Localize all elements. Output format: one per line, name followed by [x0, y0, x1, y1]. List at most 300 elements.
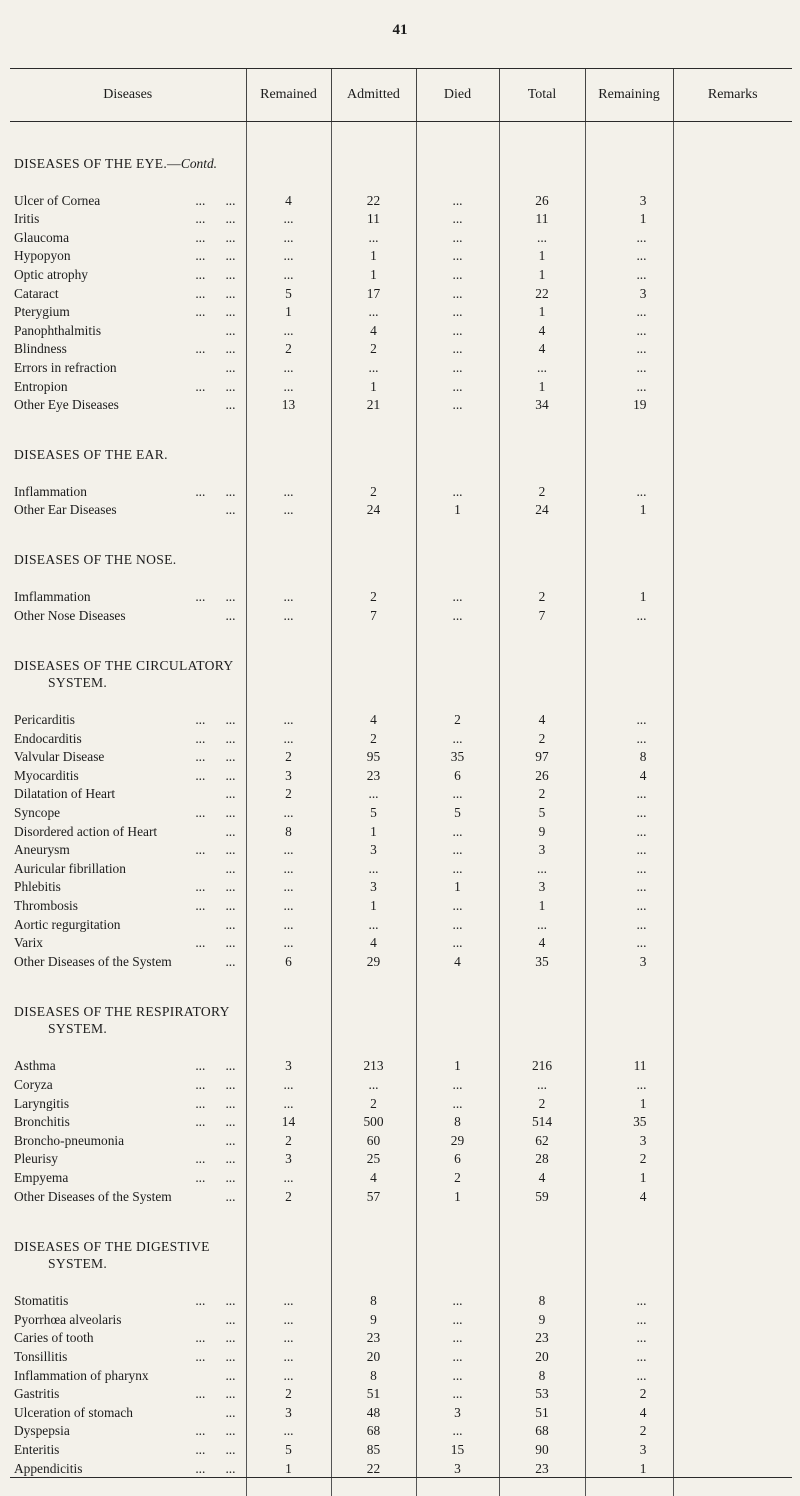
cell-died: ...	[416, 933, 499, 952]
cell-remained: ...	[246, 802, 331, 821]
cell-remained: ...	[246, 858, 331, 877]
cell-remaining: 3	[585, 1439, 673, 1458]
disease-name	[10, 914, 246, 933]
cell-remaining: 3	[585, 1130, 673, 1149]
spacer-cell	[331, 172, 416, 190]
spacer-cell	[585, 692, 673, 710]
spacer-cell	[673, 463, 792, 481]
spacer-row	[10, 1205, 792, 1223]
cell-remarks	[673, 951, 792, 970]
disease-name	[10, 784, 246, 803]
dot-leader: ... ...	[195, 192, 236, 208]
table-row	[10, 802, 792, 821]
spacer-cell	[246, 518, 331, 536]
cell-total: 2	[499, 1093, 585, 1112]
disease-name	[10, 357, 246, 376]
dot-leader: ...	[225, 607, 236, 623]
spacer-cell	[246, 1038, 331, 1056]
cell-died: 1	[416, 1056, 499, 1075]
cell-admitted: 25	[331, 1149, 416, 1168]
cell-remained: ...	[246, 227, 331, 246]
cell-remaining: 1	[585, 500, 673, 519]
col-remarks: Remarks	[673, 69, 792, 122]
spacer-cell	[10, 568, 246, 586]
cell-remained: 3	[246, 1402, 331, 1421]
cell-admitted: 57	[331, 1186, 416, 1205]
cell-remarks	[673, 283, 792, 302]
spacer-cell	[416, 413, 499, 431]
cell-died: ...	[416, 1365, 499, 1384]
cell-admitted: 8	[331, 1291, 416, 1310]
disease-label: Optic atrophy	[14, 266, 89, 282]
cell-remaining: 1	[585, 1458, 673, 1477]
cell-admitted: ...	[331, 227, 416, 246]
spacer-cell	[416, 624, 499, 642]
empty-cell	[499, 536, 585, 568]
cell-total: 22	[499, 283, 585, 302]
empty-cell	[416, 1223, 499, 1273]
cell-remarks	[673, 1130, 792, 1149]
spacer-cell	[416, 463, 499, 481]
cell-remained: 4	[246, 190, 331, 209]
cell-remaining: ...	[585, 784, 673, 803]
cell-remarks	[673, 1093, 792, 1112]
dot-leader: ... ...	[195, 879, 236, 895]
cell-remained: ...	[246, 877, 331, 896]
spacer-cell	[585, 568, 673, 586]
cell-total: 9	[499, 1309, 585, 1328]
cell-died: ...	[416, 605, 499, 624]
cell-total: 5	[499, 802, 585, 821]
cell-died: ...	[416, 1309, 499, 1328]
cell-total: ...	[499, 858, 585, 877]
dot-leader: ... ...	[195, 1095, 236, 1111]
disease-name	[10, 1384, 246, 1403]
cell-remaining: 2	[585, 1384, 673, 1403]
spacer-cell	[416, 1273, 499, 1291]
cell-remarks	[673, 1346, 792, 1365]
table-row	[10, 1365, 792, 1384]
cell-remained: ...	[246, 1421, 331, 1440]
cell-admitted: ...	[331, 302, 416, 321]
cell-died: ...	[416, 481, 499, 500]
empty-cell	[331, 536, 416, 568]
empty-cell	[246, 642, 331, 692]
disease-label: Tonsillitis	[14, 1348, 68, 1364]
spacer-cell	[416, 1038, 499, 1056]
cell-remarks	[673, 765, 792, 784]
cell-total: 26	[499, 765, 585, 784]
disease-name	[10, 747, 246, 766]
cell-remaining: 2	[585, 1421, 673, 1440]
cell-remained: 3	[246, 1056, 331, 1075]
spacer-row	[10, 1038, 792, 1056]
cell-died: 1	[416, 877, 499, 896]
spacer-cell	[499, 624, 585, 642]
cell-total: 2	[499, 481, 585, 500]
spacer-cell	[499, 1477, 585, 1496]
cell-remained: ...	[246, 1328, 331, 1347]
disease-label: Imflammation	[14, 588, 91, 604]
dot-leader: ... ...	[195, 730, 236, 746]
cell-died: 6	[416, 1149, 499, 1168]
cell-remained: ...	[246, 1074, 331, 1093]
cell-died: ...	[416, 784, 499, 803]
empty-cell	[499, 642, 585, 692]
cell-admitted: 3	[331, 840, 416, 859]
disease-name	[10, 895, 246, 914]
cell-admitted: 20	[331, 1346, 416, 1365]
table-row	[10, 1346, 792, 1365]
empty-cell	[499, 988, 585, 1038]
spacer-cell	[673, 413, 792, 431]
cell-died: 5	[416, 802, 499, 821]
table-row	[10, 1186, 792, 1205]
cell-total: 514	[499, 1112, 585, 1131]
disease-label: Stomatitis	[14, 1293, 69, 1309]
spacer-cell	[416, 172, 499, 190]
cell-remaining: ...	[585, 264, 673, 283]
disease-label: Glaucoma	[14, 229, 70, 245]
cell-remained: ...	[246, 376, 331, 395]
table-row	[10, 1309, 792, 1328]
cell-died: 3	[416, 1458, 499, 1477]
cell-remained: ...	[246, 710, 331, 729]
disease-name	[10, 264, 246, 283]
cell-admitted: ...	[331, 357, 416, 376]
spacer-row	[10, 1477, 792, 1496]
disease-name	[10, 1149, 246, 1168]
disease-label: Pleurisy	[14, 1151, 58, 1167]
empty-cell	[331, 140, 416, 172]
spacer-cell	[246, 692, 331, 710]
spacer-cell	[673, 970, 792, 988]
cell-remained: 13	[246, 395, 331, 414]
disease-name	[10, 1365, 246, 1384]
disease-label: Gastritis	[14, 1386, 60, 1402]
header-row	[10, 69, 792, 122]
cell-remarks	[673, 190, 792, 209]
spacer-cell	[10, 172, 246, 190]
dot-leader: ... ...	[195, 1330, 236, 1346]
cell-admitted: 5	[331, 802, 416, 821]
dot-leader: ... ...	[195, 248, 236, 264]
cell-remained: 2	[246, 339, 331, 358]
cell-died: ...	[416, 858, 499, 877]
table-row	[10, 951, 792, 970]
cell-admitted: 29	[331, 951, 416, 970]
dot-leader: ... ...	[195, 304, 236, 320]
table-row	[10, 1112, 792, 1131]
table-row	[10, 1130, 792, 1149]
cell-remarks	[673, 747, 792, 766]
cell-admitted: 85	[331, 1439, 416, 1458]
cell-remarks	[673, 840, 792, 859]
spacer-cell	[246, 1477, 331, 1496]
cell-remained: ...	[246, 914, 331, 933]
cell-remarks	[673, 320, 792, 339]
dot-leader: ... ...	[195, 1077, 236, 1092]
spacer-cell	[331, 1038, 416, 1056]
cell-total: 90	[499, 1439, 585, 1458]
cell-admitted: 95	[331, 747, 416, 766]
disease-label: Bronchitis	[14, 1114, 70, 1130]
spacer-cell	[585, 413, 673, 431]
disease-name	[10, 586, 246, 605]
table-row	[10, 1384, 792, 1403]
cell-died: ...	[416, 209, 499, 228]
disease-name	[10, 1130, 246, 1149]
spacer-row	[10, 970, 792, 988]
section-heading-row	[10, 988, 792, 1038]
section-heading-text: DISEASES OF THE DIGESTIVE	[14, 1238, 210, 1254]
disease-name	[10, 227, 246, 246]
cell-remaining: ...	[585, 1309, 673, 1328]
cell-died: ...	[416, 895, 499, 914]
spacer-cell	[585, 172, 673, 190]
dot-leader: ... ...	[195, 712, 236, 728]
cell-admitted: 2	[331, 586, 416, 605]
table-row	[10, 339, 792, 358]
cell-died: ...	[416, 264, 499, 283]
empty-cell	[585, 431, 673, 463]
cell-remained: 2	[246, 1384, 331, 1403]
cell-total: 4	[499, 320, 585, 339]
cell-remaining: ...	[585, 481, 673, 500]
table-row	[10, 357, 792, 376]
table-row	[10, 933, 792, 952]
empty-cell	[416, 140, 499, 172]
cell-admitted: 24	[331, 500, 416, 519]
dot-leader: ... ...	[195, 749, 236, 765]
cell-admitted: 4	[331, 1167, 416, 1186]
cell-total: ...	[499, 1074, 585, 1093]
disease-name	[10, 209, 246, 228]
table-row	[10, 765, 792, 784]
section-heading-row	[10, 140, 792, 172]
dot-leader: ... ...	[195, 805, 236, 821]
cell-remaining: ...	[585, 858, 673, 877]
cell-remaining: 3	[585, 951, 673, 970]
cell-died: ...	[416, 357, 499, 376]
disease-label: Pterygium	[14, 304, 70, 320]
spacer-cell	[416, 568, 499, 586]
cell-remarks	[673, 1402, 792, 1421]
cell-admitted: ...	[331, 784, 416, 803]
table-row	[10, 858, 792, 877]
disease-label: Endocarditis	[14, 730, 82, 746]
dot-leader: ... ...	[195, 588, 236, 604]
cell-died: ...	[416, 728, 499, 747]
table-row	[10, 1402, 792, 1421]
spacer-cell	[246, 172, 331, 190]
cell-admitted: 21	[331, 395, 416, 414]
dot-leader: ... ...	[195, 1151, 236, 1167]
disease-name	[10, 302, 246, 321]
cell-remained: ...	[246, 840, 331, 859]
cell-admitted: 17	[331, 283, 416, 302]
cell-died: ...	[416, 283, 499, 302]
cell-total: 2	[499, 586, 585, 605]
disease-label: Caries of tooth	[14, 1330, 94, 1346]
cell-remaining: ...	[585, 246, 673, 265]
cell-remaining: ...	[585, 227, 673, 246]
disease-name	[10, 710, 246, 729]
cell-remained: 8	[246, 821, 331, 840]
empty-cell	[331, 1223, 416, 1273]
cell-admitted: 1	[331, 821, 416, 840]
cell-admitted: 8	[331, 1365, 416, 1384]
table-row	[10, 320, 792, 339]
disease-label: Disordered action of Heart	[14, 823, 158, 839]
empty-cell	[499, 1223, 585, 1273]
disease-name	[10, 283, 246, 302]
table-row	[10, 586, 792, 605]
cell-total: 3	[499, 840, 585, 859]
disease-label: Other Nose Diseases	[14, 607, 126, 623]
cell-total: ...	[499, 914, 585, 933]
cell-admitted: 11	[331, 209, 416, 228]
disease-label: Dyspepsia	[14, 1423, 70, 1439]
empty-cell	[416, 642, 499, 692]
cell-remaining: ...	[585, 728, 673, 747]
dot-leader: ... ...	[195, 1348, 236, 1364]
cell-admitted: 1	[331, 246, 416, 265]
dot-leader: ... ...	[195, 1441, 236, 1457]
spacer-cell	[673, 692, 792, 710]
section-heading-text: DISEASES OF THE CIRCULATORY	[14, 657, 234, 673]
empty-cell	[416, 536, 499, 568]
disease-name	[10, 951, 246, 970]
cell-admitted: 4	[331, 933, 416, 952]
cell-total: 2	[499, 728, 585, 747]
cell-total: 9	[499, 821, 585, 840]
table-row	[10, 395, 792, 414]
spacer-cell	[246, 568, 331, 586]
spacer-cell	[673, 518, 792, 536]
spacer-row	[10, 463, 792, 481]
spacer-cell	[585, 1038, 673, 1056]
spacer-cell	[499, 172, 585, 190]
table-row	[10, 840, 792, 859]
cell-remarks	[673, 1186, 792, 1205]
empty-cell	[585, 140, 673, 172]
spacer-cell	[499, 1038, 585, 1056]
spacer-cell	[246, 1273, 331, 1291]
cell-remained: ...	[246, 1309, 331, 1328]
section-heading	[10, 642, 246, 692]
cell-remarks	[673, 1458, 792, 1477]
cell-total: 97	[499, 747, 585, 766]
cell-remaining: ...	[585, 1074, 673, 1093]
disease-label: Ulcer of Cornea	[14, 192, 101, 208]
cell-remaining: 8	[585, 747, 673, 766]
disease-label: Other Eye Diseases	[14, 397, 119, 413]
spacer-cell	[10, 1477, 246, 1496]
cell-remaining: 19	[585, 395, 673, 414]
disease-label: Coryza	[14, 1077, 53, 1092]
disease-name	[10, 190, 246, 209]
dot-leader: ...	[225, 1367, 236, 1383]
dot-leader: ... ...	[195, 1293, 236, 1309]
cell-admitted: 7	[331, 605, 416, 624]
section-heading-text: DISEASES OF THE EYE.—	[14, 156, 181, 171]
disease-label: Hypopyon	[14, 248, 71, 264]
cell-remaining: ...	[585, 320, 673, 339]
table-row	[10, 190, 792, 209]
cell-remained: ...	[246, 586, 331, 605]
cell-remained: ...	[246, 500, 331, 519]
cell-total: ...	[499, 227, 585, 246]
cell-died: 6	[416, 765, 499, 784]
dot-leader: ...	[225, 953, 236, 969]
cell-total: 8	[499, 1365, 585, 1384]
spacer-row	[10, 518, 792, 536]
disease-name	[10, 1093, 246, 1112]
cell-remaining: 4	[585, 765, 673, 784]
disease-label: Asthma	[14, 1058, 56, 1074]
table-row	[10, 264, 792, 283]
cell-died: ...	[416, 1074, 499, 1093]
cell-total: 4	[499, 710, 585, 729]
dot-leader: ... ...	[195, 378, 236, 394]
cell-admitted: ...	[331, 1074, 416, 1093]
table-row	[10, 914, 792, 933]
cell-total: 216	[499, 1056, 585, 1075]
section-heading-subtext: SYSTEM.	[48, 1255, 108, 1271]
cell-remained: ...	[246, 209, 331, 228]
disease-name	[10, 877, 246, 896]
table-row	[10, 1074, 792, 1093]
disease-label: Broncho-pneumonia	[14, 1132, 125, 1148]
cell-total: 7	[499, 605, 585, 624]
cell-remarks	[673, 586, 792, 605]
disease-name	[10, 1112, 246, 1131]
spacer-cell	[499, 463, 585, 481]
col-total: Total	[499, 69, 585, 122]
cell-admitted: 51	[331, 1384, 416, 1403]
cell-died: ...	[416, 914, 499, 933]
cell-remained: ...	[246, 728, 331, 747]
dot-leader: ...	[225, 1132, 236, 1148]
cell-admitted: ...	[331, 914, 416, 933]
spacer-cell	[673, 1477, 792, 1496]
spacer-cell	[10, 518, 246, 536]
empty-cell	[499, 140, 585, 172]
cell-remaining: ...	[585, 1365, 673, 1384]
table-row	[10, 747, 792, 766]
disease-label: Pyorrhœa alveolaris	[14, 1311, 122, 1327]
cell-admitted: 22	[331, 1458, 416, 1477]
cell-admitted: 2	[331, 728, 416, 747]
spacer-cell	[246, 624, 331, 642]
spacer-cell	[246, 1205, 331, 1223]
dot-leader: ... ...	[195, 1114, 236, 1130]
cell-total: 26	[499, 190, 585, 209]
empty-cell	[585, 988, 673, 1038]
table-row	[10, 1093, 792, 1112]
cell-remaining: 4	[585, 1186, 673, 1205]
empty-cell	[673, 1223, 792, 1273]
empty-cell	[673, 431, 792, 463]
section-heading-row	[10, 536, 792, 568]
spacer-cell	[585, 518, 673, 536]
cell-remaining: 11	[585, 1056, 673, 1075]
cell-total: 34	[499, 395, 585, 414]
section-heading	[10, 431, 246, 463]
cell-remaining: ...	[585, 605, 673, 624]
spacer-cell	[10, 1205, 246, 1223]
